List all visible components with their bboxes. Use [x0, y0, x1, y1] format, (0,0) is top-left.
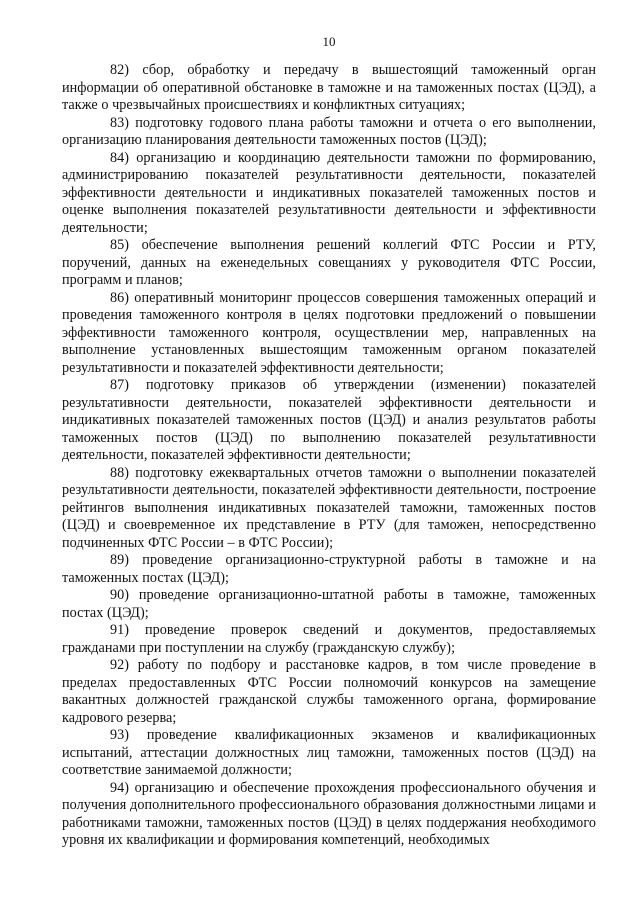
paragraph-93: 93) проведение квалификационных экзаменов и квалификационных испытаний, аттестации должностных лиц таможни, таможенных постов (ЦЭД) на соответствие занимаемой должности;	[62, 727, 596, 778]
paragraph-90: 90) проведение организационно-штатной работы в таможне, таможенных постах (ЦЭД);	[62, 587, 596, 621]
paragraph-92: 92) работу по подбору и расстановке кадров, в том числе проведение в пределах предоставленных ФТС России полномочий конкурсов на замещение вакантных должностей гражданской службы таможенного органа, формирование кадрового резерва;	[62, 657, 596, 726]
paragraph-87: 87) подготовку приказов об утверждении (изменении) показателей результативности деятельности, показателей эффективности деятельности и индикативных показателей таможенных постов (ЦЭД) и анализ результатов работы таможенных постов (ЦЭД) по выполнению показателей результативности деятельности, показателей эффективности деятельности;	[62, 377, 596, 463]
paragraph-91: 91) проведение проверок сведений и документов, предоставляемых гражданами при поступлении на службу (гражданскую службу);	[62, 622, 596, 656]
paragraph-85: 85) обеспечение выполнения решений коллегий ФТС России и РТУ, поручений, данных на еженедельных совещаниях у руководителя ФТС России, программ и планов;	[62, 237, 596, 288]
paragraph-88: 88) подготовку ежеквартальных отчетов таможни о выполнении показателей результативности деятельности, показателей эффективности деятельности, построение рейтингов выполнения индикативных показателей таможни, таможенных постов (ЦЭД) и своевременное их представление в РТУ (для таможен, непосредственно подчиненных ФТС России – в ФТС России);	[62, 464, 596, 551]
paragraph-82: 82) сбор, обработку и передачу в вышестоящий таможенный орган информации об оперативной обстановке в таможне и на таможенных постах (ЦЭД), а также о чрезвычайных происшествиях и конфликтных ситуациях;	[62, 62, 596, 113]
paragraph-89: 89) проведение организационно-структурной работы в таможне и на таможенных постах (ЦЭД);	[62, 552, 596, 586]
paragraph-94: 94) организацию и обеспечение прохождения профессионального обучения и получения дополнительного профессионального образования должностными лицами и работниками таможни, таможенных постов (ЦЭД) в целях поддержания необходимого уровня их квалификации и формирования компетенций, необходимых	[62, 779, 596, 848]
paragraph-86: 86) оперативный мониторинг процессов совершения таможенных операций и проведения таможенного контроля в целях подготовки предложений о повышении эффективности таможенного контроля, осуществлении мер, направленных на выполнение установленных вышестоящим таможенным органом показателей результативности и показателей эффективности деятельности;	[62, 289, 596, 376]
page-number: 10	[322, 34, 336, 49]
paragraph-84: 84) организацию и координацию деятельности таможни по формированию, администрированию показателей результативности деятельности, показателей эффективности деятельности и индикативных показателей таможенных постов и оценке выполнения показателей результативности деятельности и эффективности деятельности;	[62, 149, 596, 236]
paragraph-83: 83) подготовку годового плана работы таможни и отчета о его выполнении, организацию планирования деятельности таможенных постов (ЦЭД);	[62, 114, 596, 148]
